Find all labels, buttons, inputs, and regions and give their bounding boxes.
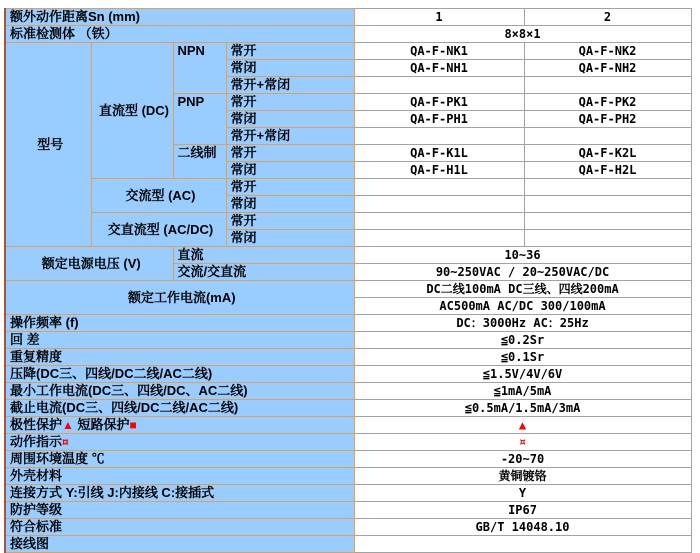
indicator-lamp-icon: ¤	[62, 435, 69, 449]
value-cell: QA-F-H2L	[524, 162, 691, 179]
value-cell: QA-F-PK1	[354, 94, 524, 111]
value-cell	[524, 77, 691, 94]
row-label-min-operating-current: 最小工作电流(DC三、四线/DC、AC二线)	[5, 383, 354, 400]
value-cell: QA-F-PK2	[524, 94, 691, 111]
spec-table	[4, 8, 692, 553]
row-label-rated-current: 额定工作电流(mA)	[5, 281, 354, 315]
value-cell: QA-F-NH2	[524, 60, 691, 77]
row-label-operation-indicator: 动作指示¤	[5, 434, 354, 451]
label-cell: 直流	[173, 247, 354, 264]
value-cell: 90~250VAC / 20~250VAC/DC	[354, 264, 691, 281]
value-cell: DC：3000Hz AC：25Hz	[354, 315, 691, 332]
table-row	[5, 383, 691, 400]
row-label-standard-compliance: 符合标准	[5, 519, 354, 536]
label-cell: 常开+常闭	[226, 77, 354, 94]
value-cell: ≦0.2Sr	[354, 332, 691, 349]
group-label-pnp: PNP	[173, 94, 226, 145]
value-cell	[524, 230, 691, 247]
value-cell	[354, 213, 524, 230]
row-label-protection-rating: 防护等级	[5, 502, 354, 519]
table-row	[5, 26, 691, 43]
label-cell: 常开	[226, 94, 354, 111]
value-cell	[354, 434, 691, 451]
value-cell	[354, 128, 524, 145]
value-cell	[524, 213, 691, 230]
value-cell: ≦1mA/5mA	[354, 383, 691, 400]
value-cell	[354, 77, 524, 94]
table-row	[5, 179, 691, 196]
table-row	[5, 400, 691, 417]
indicator-lamp-icon: ¤	[518, 435, 527, 449]
table-row	[5, 213, 691, 230]
table-row	[5, 9, 691, 26]
value-cell: QA-F-K1L	[354, 145, 524, 162]
value-cell: QA-F-H1L	[354, 162, 524, 179]
value-cell	[524, 179, 691, 196]
label-cell: 常闭	[226, 60, 354, 77]
row-label-hysteresis: 回 差	[5, 332, 354, 349]
group-label-dc-type: 直流型 (DC)	[91, 43, 173, 179]
row-label-repeatability: 重复精度	[5, 349, 354, 366]
value-cell: QA-F-NK1	[354, 43, 524, 60]
value-cell: QA-F-K2L	[524, 145, 691, 162]
row-label-off-state-current: 截止电流(DC三、四线/DC二线/AC二线)	[5, 400, 354, 417]
column-header-model-2: 2	[524, 9, 691, 26]
row-label-wiring-diagram: 接线图	[5, 536, 354, 553]
table-row	[5, 451, 691, 468]
value-cell	[354, 196, 524, 213]
label-cell: 常开+常闭	[226, 128, 354, 145]
row-label-connection-type: 连接方式 Y:引线 J:内接线 C:接插式	[5, 485, 354, 502]
table-row	[5, 536, 691, 553]
polarity-protection-icon: ▲	[62, 418, 74, 432]
table-row	[5, 349, 691, 366]
row-label-rated-voltage: 额定电源电压 (V)	[5, 247, 173, 281]
value-cell: QA-F-NK2	[524, 43, 691, 60]
table-row	[5, 366, 691, 383]
label-cell: 常开	[226, 179, 354, 196]
table-row	[5, 332, 691, 349]
value-cell: GB/T 14048.10	[354, 519, 691, 536]
label-cell: 常闭	[226, 162, 354, 179]
value-cell: 10~36	[354, 247, 691, 264]
row-label-ambient-temperature: 周围环境温度 ℃	[5, 451, 354, 468]
table-row	[5, 247, 691, 264]
value-cell	[524, 128, 691, 145]
table-row	[5, 502, 691, 519]
value-cell	[524, 196, 691, 213]
row-label-operating-frequency: 操作频率 (f)	[5, 315, 354, 332]
short-circuit-protection-icon: ■	[129, 418, 137, 432]
label-cell: 常闭	[226, 196, 354, 213]
value-cell	[354, 417, 691, 434]
label-cell: 常闭	[226, 230, 354, 247]
table-row	[5, 468, 691, 485]
group-label-ac-type: 交流型 (AC)	[91, 179, 226, 213]
table-row	[5, 485, 691, 502]
value-cell: Y	[354, 485, 691, 502]
table-row	[5, 281, 691, 298]
row-label-housing-material: 外壳材料	[5, 468, 354, 485]
group-label-npn: NPN	[173, 43, 226, 94]
table-row	[5, 434, 691, 451]
value-cell: -20~70	[354, 451, 691, 468]
polarity-protection-icon: ▲	[518, 418, 527, 432]
table-row	[5, 417, 691, 434]
table-row	[5, 315, 691, 332]
spec-table-container	[4, 8, 692, 553]
value-cell: IP67	[354, 502, 691, 519]
row-label-standard-target: 标准检测体 （铁）	[5, 26, 354, 43]
value-cell: QA-F-NH1	[354, 60, 524, 77]
label-cell: 常开	[226, 145, 354, 162]
value-cell: 8×8×1	[354, 26, 691, 43]
value-cell: ≦1.5V/4V/6V	[354, 366, 691, 383]
row-label-protection: 极性保护▲ 短路保护■	[5, 417, 354, 434]
value-cell: ≦0.1Sr	[354, 349, 691, 366]
group-label-acdc-type: 交直流型 (AC/DC)	[91, 213, 226, 247]
column-header-model-1: 1	[354, 9, 524, 26]
value-cell: QA-F-PH2	[524, 111, 691, 128]
value-cell: 黄铜镀铬	[354, 468, 691, 485]
value-cell	[354, 536, 691, 553]
value-cell: DC二线100mA DC三线、四线200mA	[354, 281, 691, 298]
value-cell	[354, 230, 524, 247]
table-row	[5, 519, 691, 536]
table-row	[5, 43, 691, 60]
row-label-rated-distance: 额外动作距离Sn (mm)	[5, 9, 354, 26]
row-label-voltage-drop: 压降(DC三、四线/DC二线/AC二线)	[5, 366, 354, 383]
label-cell: 交流/交直流	[173, 264, 354, 281]
value-cell: QA-F-PH1	[354, 111, 524, 128]
label-cell: 常开	[226, 43, 354, 60]
value-cell: AC500mA AC/DC 300/100mA	[354, 298, 691, 315]
group-label-two-wire: 二线制	[173, 145, 226, 179]
label-cell: 常闭	[226, 111, 354, 128]
label-cell: 常开	[226, 213, 354, 230]
row-label-model: 型号	[5, 43, 91, 247]
value-cell	[354, 179, 524, 196]
value-cell: ≦0.5mA/1.5mA/3mA	[354, 400, 691, 417]
